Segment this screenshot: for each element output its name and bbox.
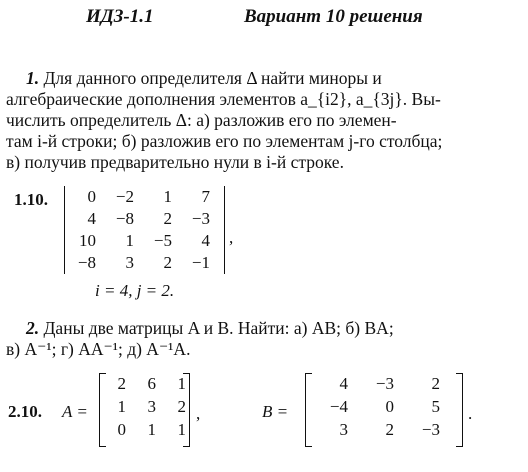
matrix-a-cell-r2-c3: 2 — [177, 397, 186, 416]
task1-line-1: 1. Для данного определителя Δ найти миноры и — [26, 68, 382, 88]
matrix-a-cell-r2-c1: 1 — [117, 397, 126, 416]
matrix-b-cell-r3-c3: −3 — [421, 420, 440, 439]
task2-line-1: 2. Даны две матрицы A и B. Найти: а) AB; б) BA; — [26, 318, 394, 338]
task1-variant-label: 1.10. — [14, 190, 48, 209]
determinant-cell-r3-c2: 1 — [125, 231, 134, 250]
determinant-cell-r2-c3: 2 — [163, 209, 172, 228]
matrix-b-label: B = — [262, 402, 289, 421]
determinant-cell-r4-c2: 3 — [125, 253, 134, 272]
page-title-right: Вариант 10 решения — [244, 6, 423, 27]
matrix-b-period: . — [468, 404, 473, 423]
matrix-a-cell-r1-c1: 2 — [117, 374, 126, 393]
determinant-cell-r2-c2: −8 — [115, 209, 134, 228]
determinant-cell-r1-c3: 1 — [163, 187, 172, 206]
determinant-cell-r1-c2: −2 — [115, 187, 134, 206]
matrix-a-cell-r3-c1: 0 — [117, 420, 126, 439]
determinant-cell-r1-c4: 7 — [201, 187, 210, 206]
matrix-b-cell-r3-c2: 2 — [385, 420, 394, 439]
matrix-b-cell-r3-c1: 3 — [339, 420, 348, 439]
task1-condition: i = 4, j = 2. — [95, 281, 175, 300]
matrix-a-cell-r3-c3: 1 — [177, 420, 186, 439]
determinant-cell-r1-c1: 0 — [87, 187, 96, 206]
matrix-b-cell-r2-c2: 0 — [385, 397, 394, 416]
matrix-b-right-bracket — [456, 373, 463, 447]
page-title-left: ИДЗ-1.1 — [86, 6, 154, 27]
matrix-a-cell-r1-c3: 1 — [177, 374, 186, 393]
determinant-cell-r2-c4: −3 — [191, 209, 210, 228]
determinant-cell-r3-c1: 10 — [79, 231, 96, 250]
determinant-comma: , — [229, 228, 234, 247]
determinant-right-bar — [224, 186, 225, 274]
matrix-b-left-bracket — [305, 373, 312, 447]
matrix-b-cell-r2-c1: −4 — [329, 397, 348, 416]
matrix-b-cell-r1-c1: 4 — [339, 374, 348, 393]
matrix-b-cell-r2-c3: 5 — [431, 397, 440, 416]
matrix-a-label: A = — [62, 402, 88, 421]
task1-number: 1. — [26, 68, 40, 88]
matrix-a-cell-r2-c2: 3 — [147, 397, 156, 416]
determinant-cell-r2-c1: 4 — [87, 209, 96, 228]
determinant-cell-r4-c4: −1 — [191, 253, 210, 272]
task2-variant-label: 2.10. — [8, 402, 42, 421]
determinant-cell-r3-c4: 4 — [201, 231, 210, 250]
matrix-a-comma: , — [196, 404, 201, 423]
matrix-a-cell-r3-c2: 1 — [147, 420, 156, 439]
determinant-cell-r4-c3: 2 — [163, 253, 172, 272]
task1-line-2: алгебраические дополнения элементов a_{i2}, a_{3j}. Вы- — [6, 89, 441, 109]
task1-line-4: там i-й строки; б) разложив его по элементам j-го столбца; — [6, 131, 443, 151]
matrix-b-cell-r1-c3: 2 — [431, 374, 440, 393]
determinant-cell-r3-c3: −5 — [153, 231, 172, 250]
matrix-a-cell-r1-c2: 6 — [147, 374, 156, 393]
task1-line-3: числить определитель Δ: а) разложив его по элемен- — [6, 110, 397, 130]
task2-line-2: в) A⁻¹; г) AA⁻¹; д) A⁻¹A. — [6, 339, 191, 359]
task2-number: 2. — [26, 318, 40, 338]
matrix-b-cell-r1-c2: −3 — [375, 374, 394, 393]
task1-line-5: в) получив предварительно нули в i-й строке. — [6, 152, 344, 172]
determinant-cell-r4-c1: −8 — [77, 253, 96, 272]
